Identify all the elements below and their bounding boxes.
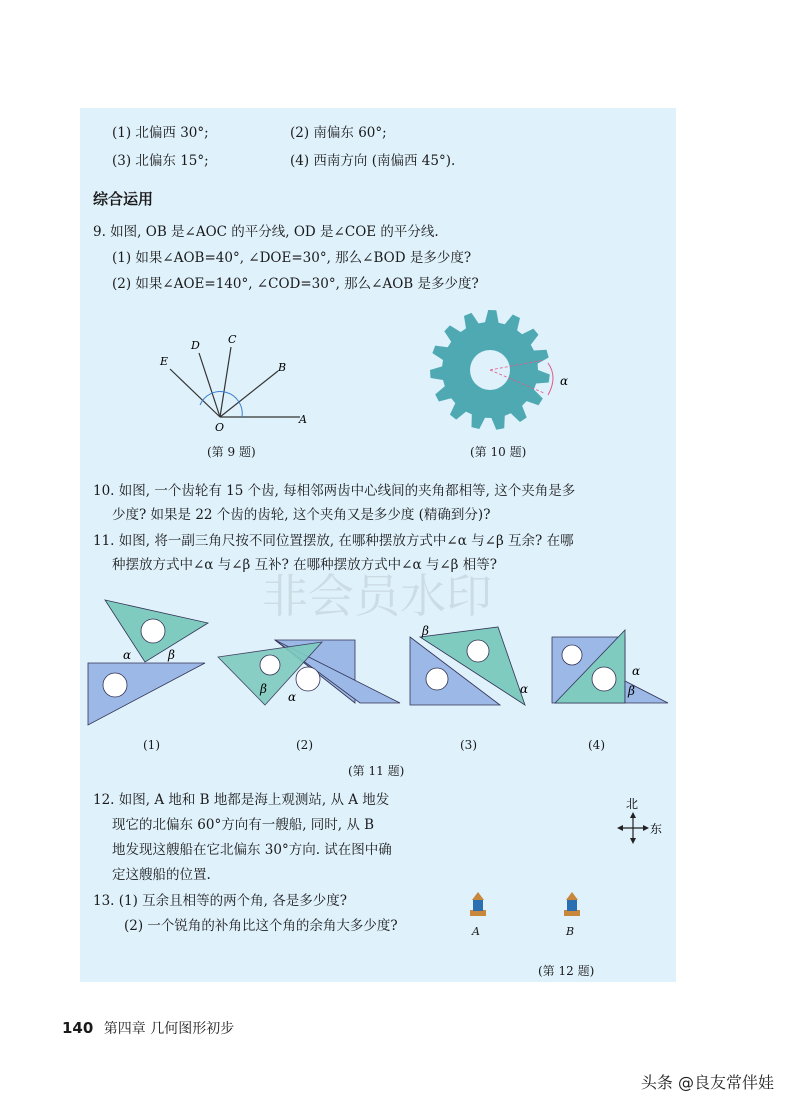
alpha-4: α <box>632 664 641 678</box>
q12-line1: 12. 如图, A 地和 B 地都是海上观测站, 从 A 地发 <box>93 792 390 808</box>
q11-line2: 种摆放方式中∠α 与∠β 互补? 在哪种摆放方式中∠α 与∠β 相等? <box>112 557 498 573</box>
set-square-hole <box>260 655 280 675</box>
set-square-hole <box>141 619 165 643</box>
alpha-3: α <box>520 682 529 696</box>
q10-caption: (第 10 题) <box>470 445 527 459</box>
lighthouse-icon-a <box>464 890 492 920</box>
ray-oc <box>220 347 231 417</box>
answer-2: (2) 南偏东 60°; <box>290 125 387 141</box>
tower-body <box>473 899 483 911</box>
q11-sub2: (2) <box>296 738 313 752</box>
page-footer <box>62 1018 234 1038</box>
ray-ob <box>220 371 278 417</box>
q9-caption: (第 9 题) <box>207 445 256 459</box>
q10-line2: 少度? 如果是 22 个齿的齿轮, 这个夹角又是多少度 (精确到分)? <box>112 507 491 523</box>
label-b: B <box>278 361 287 374</box>
q10-line1: 10. 如图, 一个齿轮有 15 个齿, 每相邻两齿中心线间的夹角都相等, 这个夹角是多 <box>93 483 576 499</box>
q9-angle-figure <box>150 325 330 435</box>
set-square-hole <box>467 640 489 662</box>
tower-roof <box>472 892 484 900</box>
compass-arrow <box>630 812 636 818</box>
alpha-label: α <box>560 374 569 388</box>
set-square-hole <box>562 645 582 665</box>
section-title: 综合运用 <box>93 190 154 208</box>
q11-sub1: (1) <box>143 738 160 752</box>
q11-caption: (第 11 题) <box>348 764 405 778</box>
beta-2: β <box>260 682 267 696</box>
label-a: A <box>299 413 307 426</box>
source-credit: 头条 @良友常伴娃 <box>640 1073 774 1092</box>
set-square-1b <box>88 663 205 725</box>
q9-part1: (1) 如果∠AOB=40°, ∠DOE=30°, 那么∠BOD 是多少度? <box>112 250 472 266</box>
q10-gear-figure <box>420 305 580 435</box>
set-square-hole <box>592 667 616 691</box>
tower-body <box>567 899 577 911</box>
compass-arrow <box>630 838 636 844</box>
alpha-2: α <box>288 690 297 704</box>
q12-line4: 定这艘船的位置. <box>112 867 211 883</box>
label-e: E <box>160 355 169 368</box>
q12-line3: 地发现这艘船在它北偏东 30°方向. 试在图中确 <box>112 842 392 858</box>
q11-line1: 11. 如图, 将一副三角尺按不同位置摆放, 在哪种摆放方式中∠α 与∠β 互余? 在哪 <box>93 533 574 549</box>
set-square-hole <box>103 673 127 697</box>
compass-north: 北 <box>626 797 639 811</box>
compass-icon <box>612 795 672 850</box>
beta-4: β <box>628 684 635 698</box>
set-square-hole <box>296 667 320 691</box>
page-number: 140 <box>62 1019 94 1037</box>
q11-sub4: (4) <box>588 738 605 752</box>
q13-line1: 13. (1) 互余且相等的两个角, 各是多少度? <box>93 893 347 909</box>
label-o: O <box>215 421 225 434</box>
beta-1: β <box>168 648 175 662</box>
answer-3: (3) 北偏东 15°; <box>112 153 209 169</box>
compass-arrow <box>643 825 649 831</box>
chapter-title: 第四章 几何图形初步 <box>103 1021 235 1037</box>
answer-1: (1) 北偏西 30°; <box>112 125 209 141</box>
q12-caption: (第 12 题) <box>538 964 595 978</box>
beta-3: β <box>422 624 429 638</box>
label-d: D <box>191 339 200 352</box>
q11-sub3: (3) <box>460 738 477 752</box>
set-square-hole <box>426 668 448 690</box>
alpha-1: α <box>123 648 132 662</box>
tower-roof <box>566 892 578 900</box>
q13-line2: (2) 一个锐角的补角比这个角的余角大多少度? <box>124 918 398 934</box>
q11-triangles-figure <box>80 595 676 735</box>
answer-4: (4) 西南方向 (南偏西 45°). <box>290 153 456 169</box>
q9-stem: 9. 如图, OB 是∠AOC 的平分线, OD 是∠COE 的平分线. <box>93 224 439 240</box>
label-c: C <box>228 333 237 346</box>
q12-line2: 现它的北偏东 60°方向有一艘船, 同时, 从 B <box>112 817 375 833</box>
station-a-label: A <box>472 925 480 938</box>
compass-east: 东 <box>650 822 663 836</box>
compass-arrow <box>617 825 623 831</box>
q9-part2: (2) 如果∠AOE=140°, ∠COD=30°, 那么∠AOB 是多少度? <box>112 276 479 292</box>
station-b-label: B <box>566 925 575 938</box>
lighthouse-icon-b <box>558 890 586 920</box>
